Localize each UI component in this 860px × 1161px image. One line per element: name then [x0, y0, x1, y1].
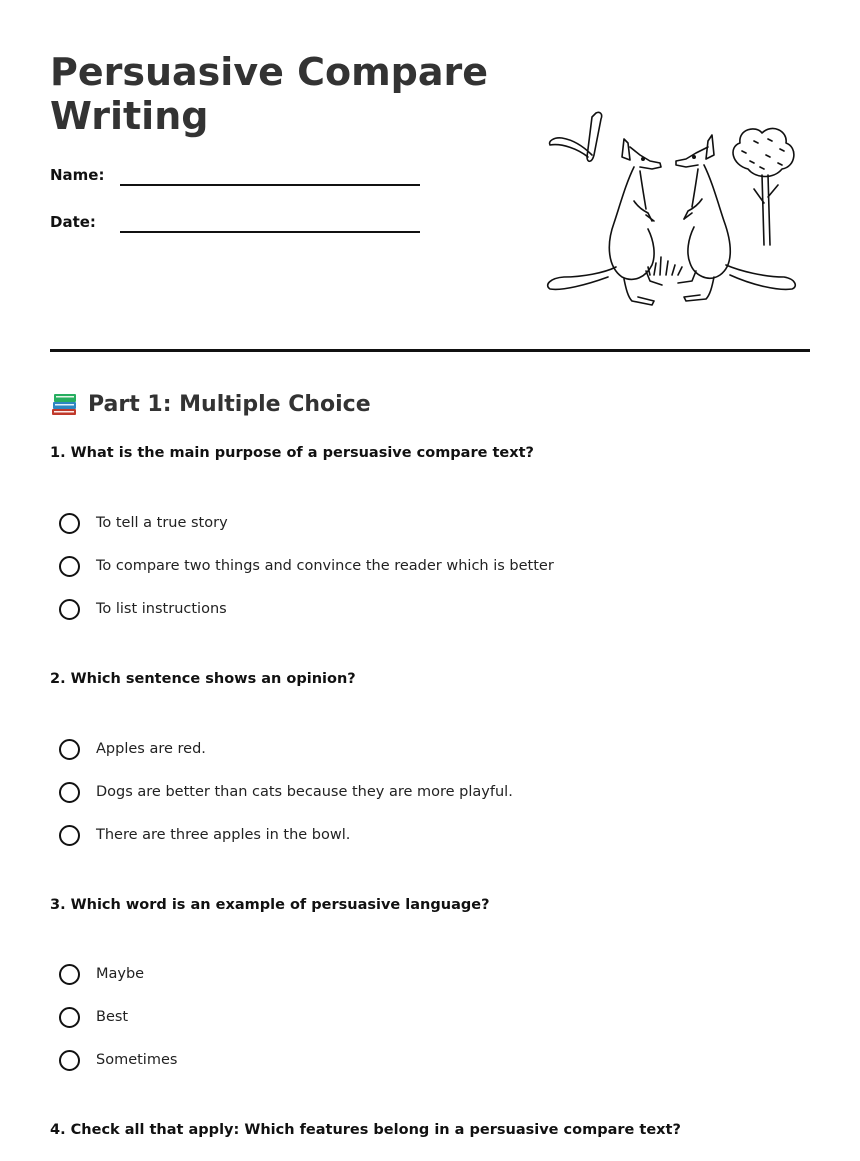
option-label: Best [96, 1009, 129, 1025]
radio-button[interactable] [59, 739, 80, 760]
option-label: To tell a true story [96, 515, 228, 531]
option-label: To list instructions [96, 601, 227, 617]
q1-option-2[interactable] [59, 553, 554, 579]
radio-button[interactable] [59, 556, 80, 577]
question-2: 2. Which sentence shows an opinion? [50, 671, 356, 687]
kangaroos-illustration [542, 105, 798, 310]
date-field[interactable] [50, 213, 430, 243]
title-line-2: Writing [50, 94, 209, 138]
radio-button[interactable] [59, 964, 80, 985]
q1-option-1[interactable] [59, 510, 228, 536]
q2-option-1[interactable] [59, 736, 206, 762]
q2-option-3[interactable] [59, 822, 350, 848]
question-1: 1. What is the main purpose of a persuasive compare text? [50, 445, 534, 461]
title-line-1: Persuasive Compare [50, 50, 489, 94]
radio-button[interactable] [59, 599, 80, 620]
header-divider [50, 349, 810, 352]
worksheet-page [50, 0, 810, 1161]
part-1-title: Part 1: Multiple Choice [88, 391, 371, 417]
boomerang-icon [550, 112, 602, 161]
q3-option-3[interactable] [59, 1047, 177, 1073]
radio-button[interactable] [59, 1050, 80, 1071]
worksheet-title [50, 50, 488, 138]
name-field[interactable] [50, 166, 430, 196]
left-kangaroo-icon [548, 139, 662, 305]
option-label: Apples are red. [96, 741, 206, 757]
name-label: Name: [50, 166, 105, 184]
option-label: Maybe [96, 966, 145, 982]
q2-option-2[interactable] [59, 779, 513, 805]
question-4: 4. Check all that apply: Which features belong in a persuasive compare text? [50, 1122, 681, 1138]
q3-option-2[interactable] [59, 1004, 128, 1030]
date-label: Date: [50, 213, 96, 231]
q3-option-1[interactable] [59, 961, 144, 987]
option-label: Dogs are better than cats because they are more playful. [96, 784, 513, 800]
radio-button[interactable] [59, 782, 80, 803]
books-icon [50, 390, 80, 418]
radio-button[interactable] [59, 1007, 80, 1028]
q1-option-3[interactable] [59, 596, 227, 622]
name-answer-line[interactable] [120, 184, 420, 186]
date-answer-line[interactable] [120, 231, 420, 233]
option-label: To compare two things and convince the reader which is better [96, 558, 554, 574]
radio-button[interactable] [59, 513, 80, 534]
part-1-heading [50, 388, 371, 420]
question-3: 3. Which word is an example of persuasive language? [50, 897, 490, 913]
tree-icon [733, 128, 794, 245]
radio-button[interactable] [59, 825, 80, 846]
option-label: There are three apples in the bowl. [96, 827, 351, 843]
option-label: Sometimes [96, 1052, 178, 1068]
